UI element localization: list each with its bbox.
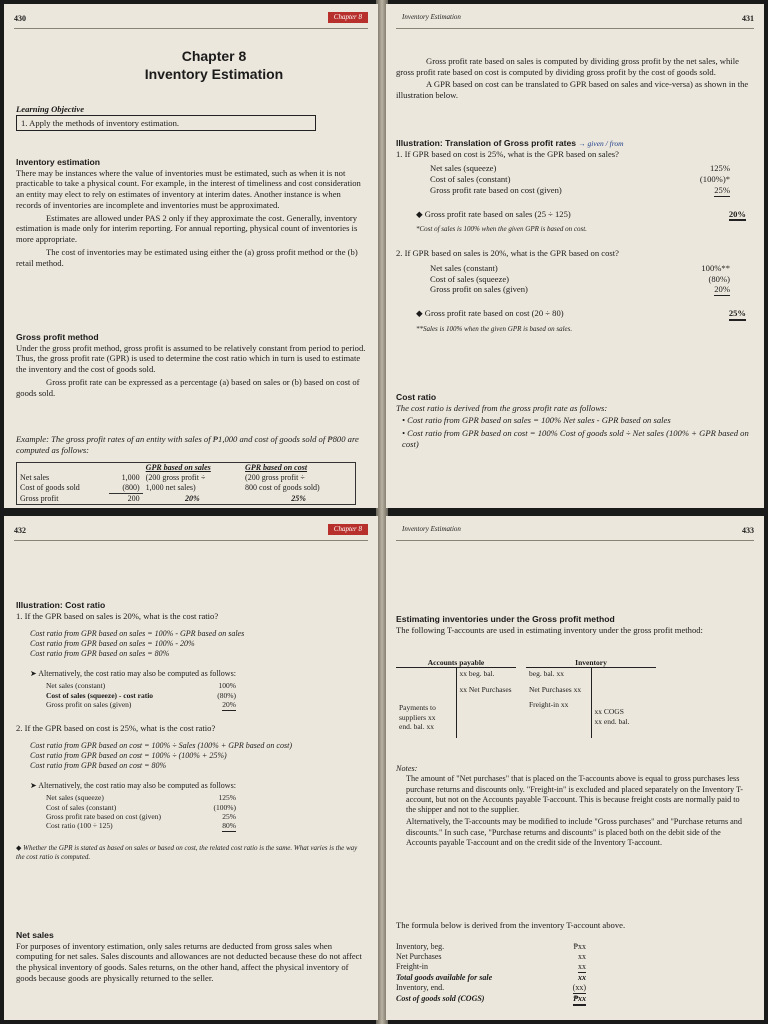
table-row bbox=[17, 483, 356, 494]
page-number: 432 bbox=[14, 526, 26, 535]
row-label: Net sales (squeeze) bbox=[430, 163, 497, 174]
row-value: 100% bbox=[218, 681, 236, 691]
section-heading: Estimating inventories under the Gross profit method bbox=[396, 614, 615, 624]
row-value: (100%) bbox=[213, 802, 236, 812]
page-number: 430 bbox=[14, 14, 26, 23]
row-label: Gross profit rate based on cost (given) bbox=[46, 812, 161, 822]
paragraph: Estimates are allowed under PAS 2 only if they approximate the cost. Generally, inventory estimation is made only for interim reporting. For annual reporting, physical count of inventories is more appropriate. bbox=[16, 212, 358, 245]
table-row bbox=[17, 473, 356, 483]
notes-label: Notes: bbox=[396, 764, 418, 773]
q1-lines bbox=[30, 629, 366, 659]
row-label: Gross profit on sales (given) bbox=[430, 284, 528, 295]
section-heading: Cost ratio bbox=[396, 392, 437, 402]
paragraph: Gross profit rate based on sales is computed by dividing gross profit by the net sales, while gross profit rate based on cost is computed by dividing gross profit by the cost of goods sold. bbox=[396, 56, 739, 77]
note: Alternatively, the T-accounts may be modified to include "Gross purchases" and "Purchase returns and discounts." In such case, "Purchase returns and discounts" is placed both on the debit side of the Accounts payable T-account and on the credit side of the Inventory T-account. bbox=[406, 817, 742, 847]
entry: beg. bal. xx bbox=[529, 669, 564, 679]
page-432 bbox=[4, 516, 378, 1020]
row-label: Freight-in bbox=[396, 962, 428, 971]
debit-side bbox=[526, 668, 591, 738]
gross-profit-method-section bbox=[16, 332, 366, 400]
q2-lines bbox=[30, 741, 366, 771]
formula-line: Cost ratio from GPR based on cost = 80% bbox=[30, 761, 167, 771]
footnote: *Cost of sales is 100% when the given GPR is based on cost. bbox=[416, 225, 587, 234]
row-value: 125% bbox=[709, 163, 730, 174]
entry: xx Net Purchases bbox=[459, 684, 512, 694]
chapter-label: Chapter 8 bbox=[181, 48, 247, 64]
t-account-title: Accounts payable bbox=[396, 658, 516, 668]
row-value: (80%) bbox=[217, 690, 236, 700]
paragraph: The following T-accounts are used in estimating inventory under the gross profit method: bbox=[396, 624, 703, 635]
inventory-t-account bbox=[526, 658, 656, 738]
paragraph: There may be instances where the value of inventories must be estimated, such as when it is not practicable to take a physical count. For example, in the interest of timeliness and cost consideration an entity may elect to rely on estimates of inventory at interim dates. Another instance is when records of inventories are incomplete and inventories must be approximated. bbox=[16, 167, 361, 210]
cell: (800) bbox=[122, 483, 140, 492]
page-number: 433 bbox=[742, 526, 754, 535]
question: 1. If the GPR based on sales is 20%, what is the cost ratio? bbox=[16, 610, 219, 621]
alt-note: ➤ Alternatively, the cost ratio may also be computed as follows: bbox=[30, 669, 236, 679]
row-label: Net Purchases bbox=[396, 952, 442, 961]
notes-section bbox=[396, 764, 751, 850]
section-heading: Net sales bbox=[16, 930, 54, 940]
row-value: (100%)* bbox=[699, 174, 730, 185]
paragraph: A GPR based on cost can be translated to GPR based on sales and vice-versa) as shown in the illustration below. bbox=[396, 79, 749, 101]
cell: 1,000 net sales) bbox=[145, 483, 196, 492]
cell: Net sales bbox=[20, 473, 50, 482]
paragraph: The cost ratio is derived from the gross profit rate as follows: bbox=[396, 402, 608, 413]
entry: Payments to suppliers xx bbox=[399, 703, 436, 722]
running-head: Chapter 8 bbox=[328, 524, 368, 535]
row-label: Cost of goods sold (COGS) bbox=[396, 994, 485, 1003]
page-header bbox=[396, 522, 754, 541]
entry: xx COGS bbox=[594, 707, 624, 717]
cell: (200 gross profit ÷ bbox=[245, 473, 305, 482]
paragraph: Gross profit rate can be expressed as a percentage (a) based on sales or (b) based on cost of goods sold. bbox=[16, 376, 360, 398]
row-value: 80% bbox=[222, 821, 236, 831]
page-number: 431 bbox=[742, 14, 754, 23]
row-label: Inventory, beg. bbox=[396, 942, 445, 951]
paragraph: Under the gross profit method, gross profit is assumed to be relatively constant from period to period. Thus, the gross profit rate (GPR) is used to determine the cost ratio which in turn is used to estimate the inventory and the cost of goods sold. bbox=[16, 342, 366, 375]
cell: 20% bbox=[185, 493, 200, 503]
illustration-heading: Illustration: Translation of Gross profit rates bbox=[396, 138, 577, 148]
row-label: Cost of sales (constant) bbox=[430, 174, 511, 185]
page-header bbox=[14, 522, 368, 541]
q1-result bbox=[416, 209, 746, 222]
q1-table bbox=[430, 163, 730, 196]
cell: 25% bbox=[291, 493, 306, 503]
alt-note: ➤ Alternatively, the cost ratio may also be computed as follows: bbox=[30, 781, 236, 791]
formula-line: Cost ratio from GPR based on cost = 100% ÷ (100% + 25%) bbox=[30, 751, 227, 761]
row-value: 20% bbox=[222, 700, 236, 710]
paragraph: For purposes of inventory estimation, only sales returns are deducted from gross sales when computing for net sales. Sales discounts and allowances are not deducted because these do not affect the physical inventory of goods. Sales returns, on the other hand, affect the physical inventory of goods because goods are physically returned to the seller. bbox=[16, 940, 362, 983]
row-label: Cost of sales (squeeze) bbox=[430, 273, 509, 284]
handwritten-note: → given / from bbox=[578, 139, 624, 148]
bullet: • Cost ratio from GPR based on sales = 100% Net sales - GPR based on sales bbox=[402, 415, 671, 426]
row-label: Net sales (constant) bbox=[46, 681, 106, 691]
cell: Cost of goods sold bbox=[20, 483, 80, 492]
entry: end. bal. xx bbox=[399, 722, 434, 732]
row-value: 25% bbox=[222, 812, 236, 822]
running-head: Inventory Estimation bbox=[402, 525, 461, 533]
row-value: xx bbox=[578, 952, 586, 961]
note: The amount of "Net purchases" that is placed on the T-accounts above is equal to gross purchases less purchase returns and discounts only. "Freight-in" is excluded and placed separately on the Inventory T-account, but not on the Accounts payable T-account. This is because freight costs are normally paid to the shipper and not to the supplier. bbox=[406, 774, 743, 814]
row-value: xx bbox=[578, 962, 586, 971]
row-label: Gross profit rate based on cost (given) bbox=[430, 184, 562, 195]
entry: Freight-in xx bbox=[529, 700, 569, 710]
row-value: (xx) bbox=[572, 983, 586, 992]
cell: 1,000 bbox=[121, 473, 140, 482]
entry: Net Purchases xx bbox=[529, 684, 582, 694]
row-value: ₱xx bbox=[573, 942, 586, 951]
bullet: • Cost ratio from GPR based on cost = 100% Cost of goods sold ÷ Net sales (100% + GPR based on cost) bbox=[402, 428, 749, 449]
question: 2. If GPR based on sales is 20%, what is the GPR based on cost? bbox=[396, 248, 619, 259]
row-value: 25% bbox=[714, 184, 730, 195]
cell: Gross profit bbox=[20, 493, 59, 503]
formula-line: Cost ratio from GPR based on sales = 100% - 20% bbox=[30, 639, 195, 649]
running-head: Chapter 8 bbox=[328, 12, 368, 23]
row-value: ₱xx bbox=[573, 994, 586, 1006]
cell: 200 bbox=[109, 494, 143, 505]
result-value: 25% bbox=[729, 308, 746, 321]
learning-objective-label: Learning Objective bbox=[16, 104, 85, 114]
cell: (200 gross profit ÷ bbox=[145, 473, 206, 482]
debit-side bbox=[396, 668, 456, 738]
row-label: Cost of sales (squeeze) - cost ratio bbox=[46, 690, 154, 700]
chapter-title: Inventory Estimation bbox=[144, 66, 284, 82]
row-value: 100%** bbox=[701, 262, 730, 273]
formula-intro: The formula below is derived from the inventory T-account above. bbox=[396, 920, 626, 930]
formula-line: Cost ratio from GPR based on sales = 80% bbox=[30, 649, 170, 659]
entry: xx end. bal. bbox=[594, 716, 630, 726]
net-sales-section bbox=[16, 930, 366, 986]
illustration-cost-ratio bbox=[16, 600, 366, 861]
t-account-title: Inventory bbox=[526, 658, 656, 668]
row-label: Cost of sales (constant) bbox=[46, 802, 117, 812]
credit-side bbox=[456, 668, 517, 738]
illustration-translation bbox=[396, 138, 751, 334]
entry: xx beg. bal. bbox=[459, 669, 495, 679]
cost-ratio-section bbox=[396, 392, 751, 452]
row-value: 125% bbox=[218, 793, 236, 803]
gpr-example-table bbox=[16, 462, 356, 505]
page-header bbox=[396, 10, 754, 29]
question: 2. If the GPR based on cost is 25%, what is the cost ratio? bbox=[16, 722, 216, 733]
formula-line: Cost ratio from GPR based on cost = 100% ÷ Sales (100% + GPR based on cost) bbox=[30, 741, 292, 751]
row-label: Inventory, end. bbox=[396, 983, 445, 992]
row-label: Cost ratio (100 ÷ 125) bbox=[46, 821, 113, 831]
credit-side bbox=[591, 668, 657, 738]
page-433 bbox=[386, 516, 764, 1020]
learning-objective bbox=[16, 104, 316, 131]
row-label: Net sales (squeeze) bbox=[46, 793, 104, 803]
note: ◆ Whether the GPR is stated as based on sales or based on cost, the related cost ratio is the same. What varies is the way the cost ratio is computed. bbox=[16, 843, 358, 861]
row-value: 20% bbox=[714, 284, 730, 295]
page-430 bbox=[4, 4, 378, 508]
paragraph: The cost of inventories may be estimated using either the (a) gross profit method or the (b) retail method. bbox=[16, 246, 358, 268]
q2-result bbox=[416, 308, 746, 321]
running-head: Inventory Estimation bbox=[402, 13, 461, 21]
illustration-heading: Illustration: Cost ratio bbox=[16, 600, 106, 610]
page-431 bbox=[386, 4, 764, 508]
row-label: Gross profit on sales (given) bbox=[46, 700, 132, 710]
cell: 800 cost of goods sold) bbox=[245, 483, 320, 492]
page-header bbox=[14, 10, 368, 29]
formula-line: Cost ratio from GPR based on sales = 100% - GPR based on sales bbox=[30, 629, 245, 639]
footnote: **Sales is 100% when the given GPR is based on sales. bbox=[416, 324, 573, 333]
example-text: Example: The gross profit rates of an entity with sales of ₱1,000 and cost of goods sold of ₱800 are computed as follows: bbox=[16, 434, 359, 455]
q2-table bbox=[430, 263, 730, 296]
learning-objective-item: 1. Apply the methods of inventory estimation. bbox=[16, 115, 316, 132]
row-value: xx bbox=[578, 973, 586, 982]
alt1-table bbox=[46, 681, 236, 710]
question: 1. If GPR based on cost is 25%, what is the GPR based on sales? bbox=[396, 148, 619, 159]
estimating-section bbox=[396, 614, 751, 637]
table-header: GPR based on cost bbox=[245, 463, 308, 472]
row-label: Net sales (constant) bbox=[430, 262, 498, 273]
table-header: GPR based on sales bbox=[145, 463, 211, 472]
row-value: (80%) bbox=[708, 273, 730, 284]
cogs-formula bbox=[396, 942, 586, 1006]
row-label: Total goods available for sale bbox=[396, 973, 493, 982]
gpr-intro bbox=[396, 56, 751, 103]
result-value: 20% bbox=[729, 209, 746, 222]
section-heading: Inventory estimation bbox=[16, 157, 101, 167]
accounts-payable-t-account bbox=[396, 658, 516, 738]
inventory-estimation-section bbox=[16, 157, 366, 270]
bottom-spread bbox=[0, 512, 768, 1024]
result-label: ◆ Gross profit rate based on sales (25 ÷ 125) bbox=[416, 208, 571, 219]
section-heading: Gross profit method bbox=[16, 332, 99, 342]
table-row bbox=[17, 494, 356, 505]
alt2-table bbox=[46, 793, 236, 832]
result-label: ◆ Gross profit rate based on cost (20 ÷ 80) bbox=[416, 308, 564, 319]
